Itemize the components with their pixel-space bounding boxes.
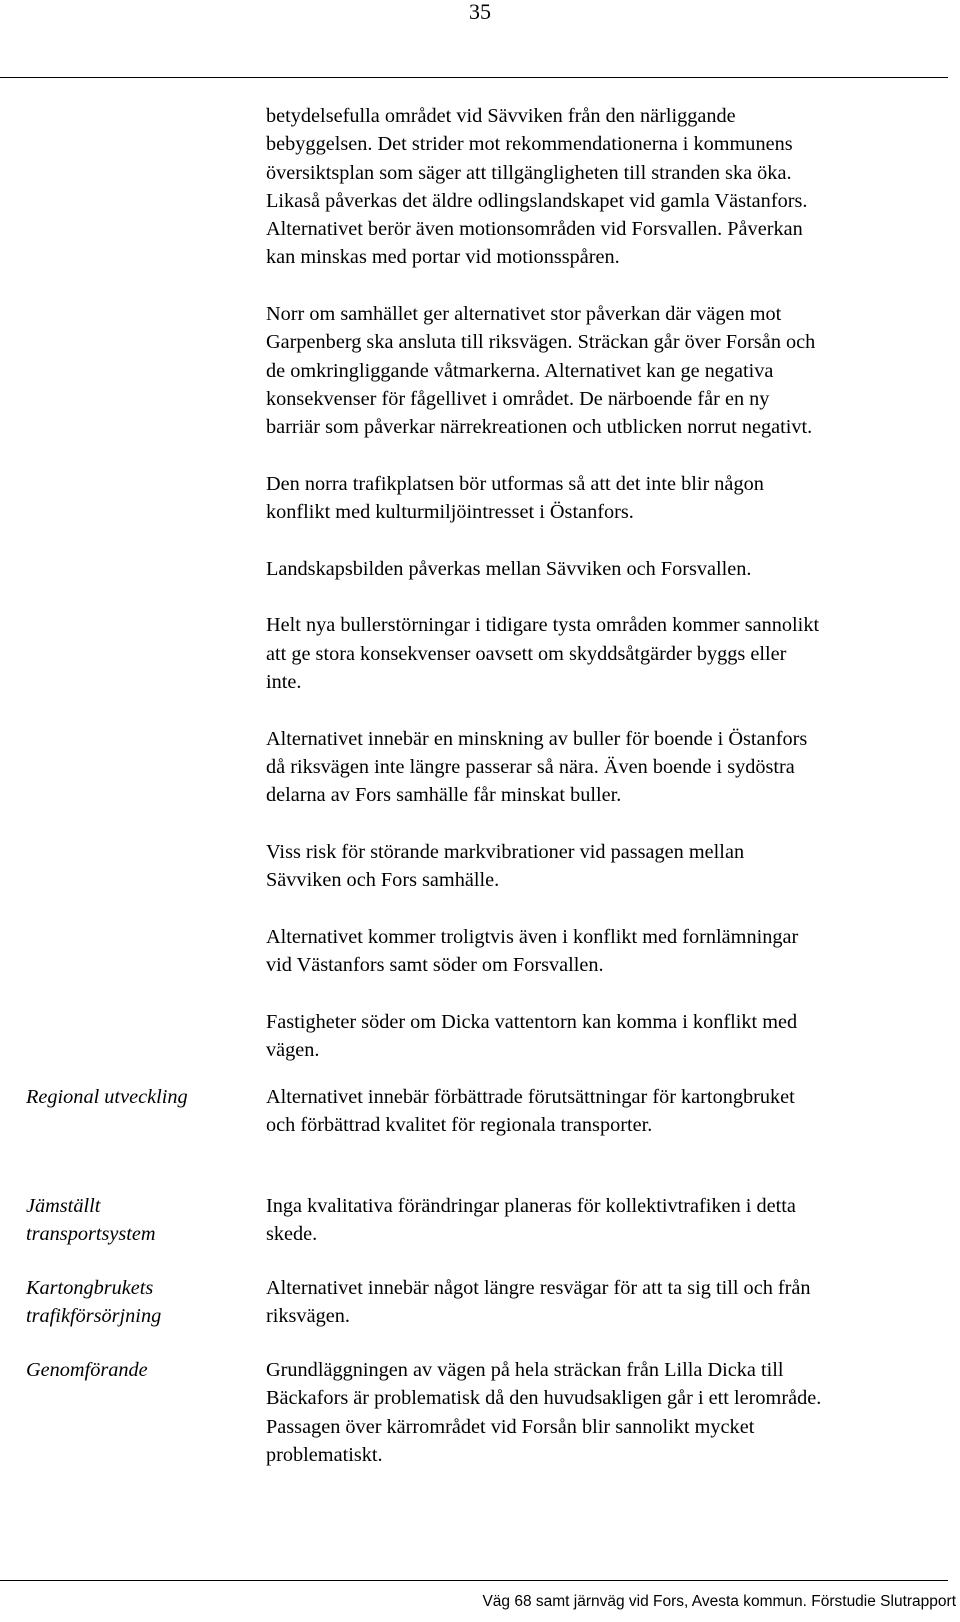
section-text-genomforande: Grundläggningen av vägen på hela sträckan från Lilla Dicka till Bäckafors är problematisk då den huvudsakligen går i ett lerområde. Passagen över kärrområdet vid Forsån blir sannolikt mycket problematiskt. bbox=[266, 1359, 822, 1466]
paragraph: Viss risk för störande markvibrationer vid passagen mellan Sävviken och Fors samhälle. bbox=[266, 840, 745, 892]
paragraph: Helt nya bullerstörningar i tidigare tysta områden kommer sannolikt att ge stora konsekvenser oavsett om skyddsåtgärder byggs eller inte. bbox=[266, 614, 820, 693]
section-text-jamstallt-transportsystem: Inga kvalitativa förändringar planeras för kollektivtrafiken i detta skede. bbox=[266, 1195, 796, 1246]
paragraph: Landskapsbilden påverkas mellan Sävviken och Forsvallen. bbox=[266, 557, 752, 580]
footer-text: Väg 68 samt järnväg vid Fors, Avesta kommun. Förstudie Slutrapport bbox=[482, 1593, 956, 1610]
section-heading-genomforande: Genomförande bbox=[26, 1359, 148, 1381]
paragraph: Alternativet innebär en minskning av buller för boende i Östanfors då riksvägen inte längre passerar så nära. Även boende i sydöstra delarna av Fors samhälle får minskat buller. bbox=[266, 727, 808, 807]
section-heading-kartongbrukets-trafikforsorjning: Kartongbrukets trafikförsörjning bbox=[26, 1277, 162, 1328]
section-heading-jamstallt-transportsystem: Jämställt transportsystem bbox=[26, 1195, 156, 1246]
paragraph: Norr om samhället ger alternativet stor påverkan där vägen mot Garpenberg ska ansluta till riksvägen. Sträckan går över Forsån och de omkringliggande våtmarkerna. Alternativet kan ge negativa konsekvenser för fågellivet i området. De närboende får en ny barriär som påverkar närrekreationen och utblicken norrut negativt. bbox=[266, 303, 816, 439]
footer-rule bbox=[0, 1580, 948, 1581]
main-text bbox=[266, 102, 946, 1064]
page-number: 35 bbox=[469, 0, 491, 24]
section-text-regional-utveckling: Alternativet innebär förbättrade förutsättningar för kartongbruket och förbättrad kvalitet för regionala transporter. bbox=[266, 1086, 795, 1137]
paragraph: betydelsefulla området vid Sävviken från den närliggande bebyggelsen. Det strider mot rekommendationerna i kommunens översiktsplan som säger att tillgängligheten till stranden ska öka. Likaså påverkas det äldre odlingslandskapet vid gamla Västanfors. Alternativet berör även motionsområden vid Forsvallen. Påverkan kan minskas med portar vid motionsspåren. bbox=[266, 105, 808, 269]
paragraph: Den norra trafikplatsen bör utformas så att det inte blir någon konflikt med kulturmiljöintresset i Östanfors. bbox=[266, 472, 764, 524]
section-text-kartongbrukets-trafikforsorjning: Alternativet innebär något längre resvägar för att ta sig till och från riksvägen. bbox=[266, 1277, 811, 1328]
paragraph: Fastigheter söder om Dicka vattentorn kan komma i konflikt med vägen. bbox=[266, 1010, 798, 1061]
section-heading-regional-utveckling: Regional utveckling bbox=[26, 1086, 188, 1108]
header-rule bbox=[0, 77, 948, 78]
paragraph: Alternativet kommer troligtvis även i konflikt med fornlämningar vid Västanfors samt söder om Forsvallen. bbox=[266, 925, 799, 976]
